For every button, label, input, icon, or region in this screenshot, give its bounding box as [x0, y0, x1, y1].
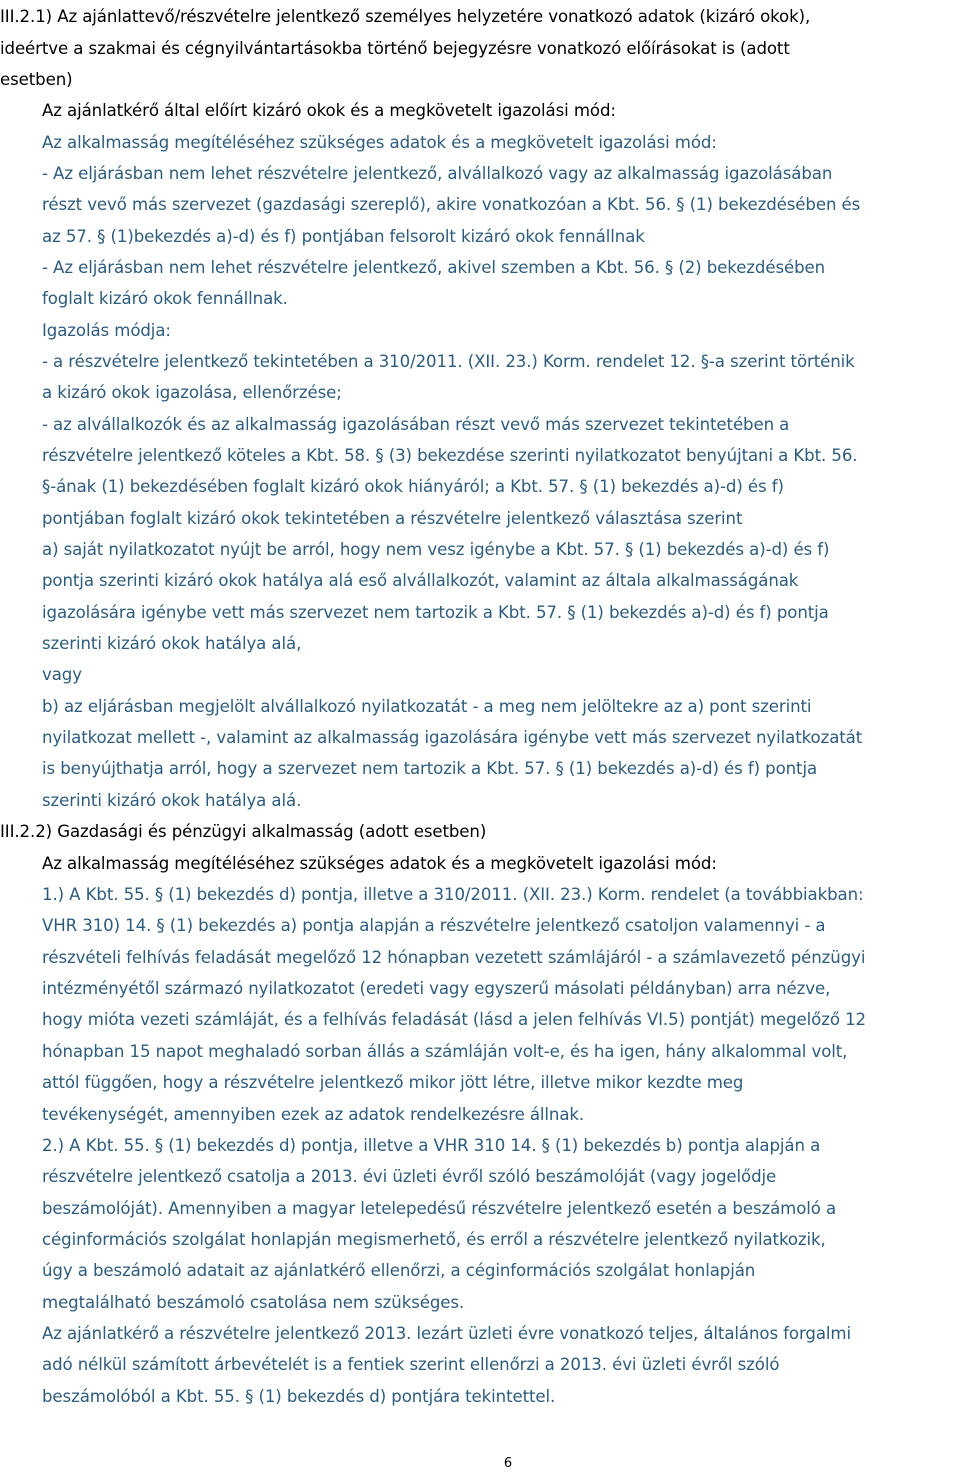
- text-line: szerinti kizáró okok hatálya alá.: [42, 791, 302, 810]
- text-line: Igazolás módja:: [42, 321, 171, 340]
- text-line: - a részvételre jelentkező tekintetében a 310/2011. (XII. 23.) Korm. rendelet 12. §-a szerint történik: [42, 352, 855, 371]
- text-line: tevékenységét, amennyiben ezek az adatok rendelkezésre állnak.: [42, 1105, 585, 1124]
- text-line: a) saját nyilatkozatot nyújt be arról, hogy nem vesz igénybe a Kbt. 57. § (1) bekezdés a)-d) és f): [42, 540, 830, 559]
- text-line: céginformációs szolgálat honlapján megismerhető, és erről a részvételre jelentkező nyilatkozik,: [42, 1230, 826, 1249]
- text-line: III.2.1) Az ajánlattevő/részvételre jelentkező személyes helyzetére vonatkozó adatok (kizáró okok),: [0, 7, 811, 26]
- text-line: adó nélkül számított árbevételét is a fentiek szerint ellenőrzi a 2013. évi üzleti évről szóló: [42, 1355, 780, 1374]
- text-line: részvételi felhívás feladását megelőző 12 hónapban vezetett számlájáról - a számlavezető pénzügyi: [42, 948, 866, 967]
- text-line: 2.) A Kbt. 55. § (1) bekezdés d) pontja, illetve a VHR 310 14. § (1) bekezdés b) pontja alapján a: [42, 1136, 821, 1155]
- text-line: részvételre jelentkező köteles a Kbt. 58. § (3) bekezdése szerinti nyilatkozatot benyújtani a Kbt. 56.: [42, 446, 858, 465]
- text-line: attól függően, hogy a részvételre jelentkező mikor jött létre, illetve mikor kezdte meg: [42, 1073, 744, 1092]
- text-line: - Az eljárásban nem lehet részvételre jelentkező, alvállalkozó vagy az alkalmasság igazolásában: [42, 164, 833, 183]
- page-number: 6: [503, 1456, 513, 1471]
- text-line: részvételre jelentkező csatolja a 2013. évi üzleti évről szóló beszámolóját (vagy jogelődje: [42, 1167, 777, 1186]
- text-line: hónapban 15 napot meghaladó sorban állás a számláján volt-e, és ha igen, hány alkalommal volt,: [42, 1042, 848, 1061]
- text-line: úgy a beszámoló adatait az ajánlatkérő ellenőrzi, a céginformációs szolgálat honlapján: [42, 1261, 756, 1280]
- text-line: 1.) A Kbt. 55. § (1) bekezdés d) pontja, illetve a 310/2011. (XII. 23.) Korm. rendelet (a továbbiakban:: [42, 885, 864, 904]
- text-line: nyilatkozat mellett -, valamint az alkalmasság igazolására igénybe vett más szervezet nyilatkozatát: [42, 728, 863, 747]
- text-line: intézményétől származó nyilatkozatot (eredeti vagy egyszerű másolati példányban) arra nézve,: [42, 979, 831, 998]
- text-line: - az alvállalkozók és az alkalmasság igazolásában részt vevő más szervezet tekintetében a: [42, 415, 790, 434]
- text-line: a kizáró okok igazolása, ellenőrzése;: [42, 383, 342, 402]
- text-line: ideértve a szakmai és cégnyilvántartásokba történő bejegyzésre vonatkozó előírásokat is (adott: [0, 39, 790, 58]
- text-line: Az alkalmasság megítéléséhez szükséges adatok és a megkövetelt igazolási mód:: [42, 854, 717, 873]
- text-line: az 57. § (1)bekezdés a)-d) és f) pontjában felsorolt kizáró okok fennállnak: [42, 227, 645, 246]
- text-line: §-ának (1) bekezdésében foglalt kizáró okok hiányáról; a Kbt. 57. § (1) bekezdés a)-d) és f): [42, 477, 784, 496]
- text-line: VHR 310) 14. § (1) bekezdés a) pontja alapján a részvételre jelentkező csatoljon valamennyi - a: [42, 916, 826, 935]
- text-line: megtalálható beszámoló csatolása nem szükséges.: [42, 1293, 465, 1312]
- text-line: - Az eljárásban nem lehet részvételre jelentkező, akivel szemben a Kbt. 56. § (2) bekezdésében: [42, 258, 826, 277]
- text-line: igazolására igénybe vett más szervezet nem tartozik a Kbt. 57. § (1) bekezdés a)-d) és f) pontja: [42, 603, 829, 622]
- text-line: hogy mióta vezeti számláját, és a felhívás feladását (lásd a jelen felhívás VI.5) pontját) megelőző 12: [42, 1010, 866, 1029]
- text-line: Az ajánlatkérő a részvételre jelentkező 2013. lezárt üzleti évre vonatkozó teljes, általános forgalmi: [42, 1324, 851, 1343]
- text-line: Az ajánlatkérő által előírt kizáró okok és a megkövetelt igazolási mód:: [42, 101, 616, 120]
- text-line: pontjában foglalt kizáró okok tekintetében a részvételre jelentkező választása szerint: [42, 509, 743, 528]
- text-line: beszámolóját). Amennyiben a magyar letelepedésű részvételre jelentkező esetén a beszámoló a: [42, 1199, 837, 1218]
- text-line: foglalt kizáró okok fennállnak.: [42, 289, 288, 308]
- text-line: részt vevő más szervezet (gazdasági szereplő), akire vonatkozóan a Kbt. 56. § (1) bekezdésében és: [42, 195, 861, 214]
- text-line: esetben): [0, 70, 73, 89]
- text-line: beszámolóból a Kbt. 55. § (1) bekezdés d) pontjára tekintettel.: [42, 1387, 556, 1406]
- text-line: pontja szerinti kizáró okok hatálya alá eső alvállalkozót, valamint az általa alkalmasságának: [42, 571, 799, 590]
- text-line: b) az eljárásban megjelölt alvállalkozó nyilatkozatát - a meg nem jelöltekre az a) pont szerinti: [42, 697, 812, 716]
- text-line: III.2.2) Gazdasági és pénzügyi alkalmasság (adott esetben): [0, 822, 487, 841]
- text-line: vagy: [42, 665, 82, 684]
- text-line: is benyújthatja arról, hogy a szervezet nem tartozik a Kbt. 57. § (1) bekezdés a)-d) és f) pontja: [42, 759, 818, 778]
- text-line: szerinti kizáró okok hatálya alá,: [42, 634, 302, 653]
- text-line: Az alkalmasság megítéléséhez szükséges adatok és a megkövetelt igazolási mód:: [42, 133, 717, 152]
